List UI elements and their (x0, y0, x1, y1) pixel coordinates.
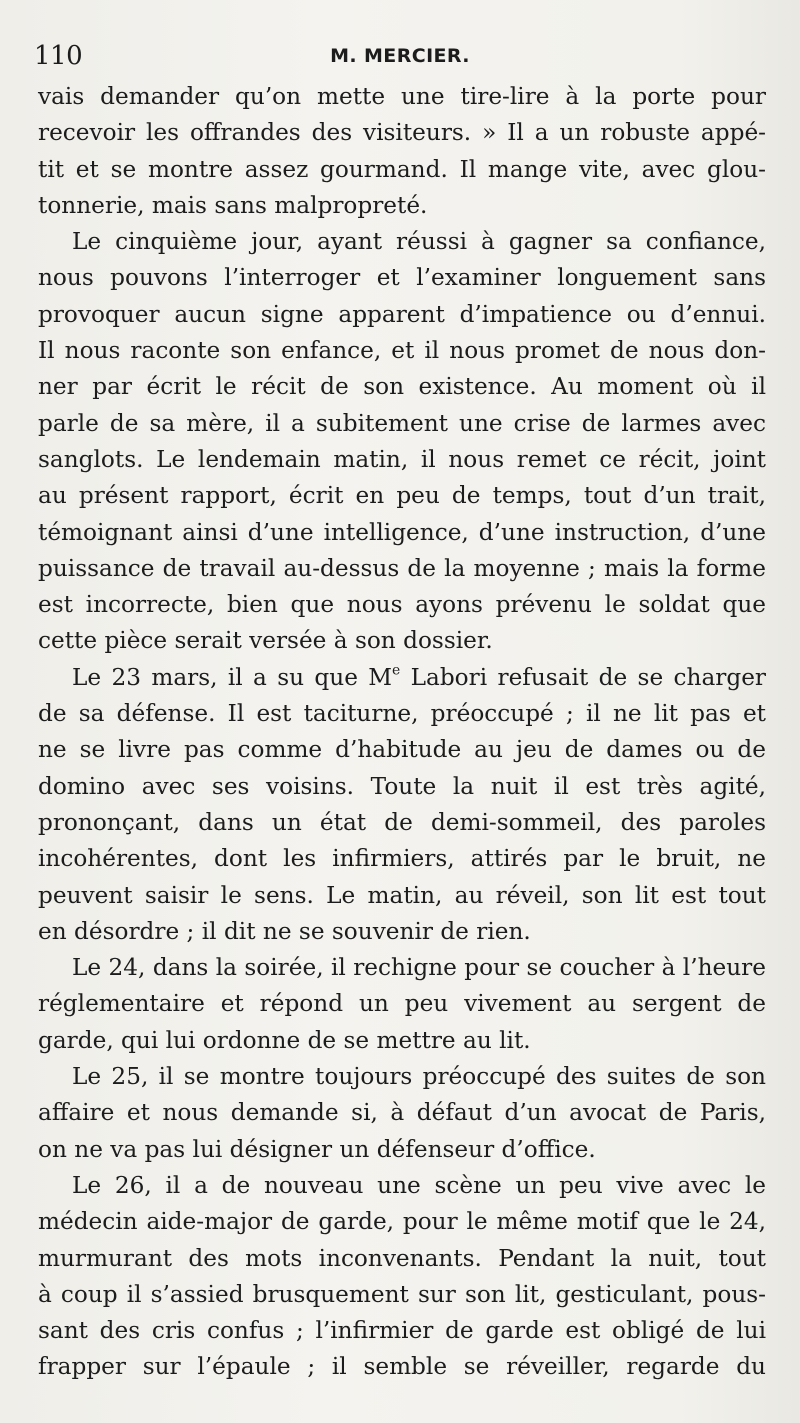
text-line: tonnerie, mais sans malpropreté. (38, 191, 428, 219)
text-line: murmurant des mots inconvenants. Pendant la nuit, tout (38, 1244, 766, 1272)
text-line: nous pouvons l’interroger et l’examiner longuement sans (38, 264, 766, 292)
text-line: puissance de travail au-dessus de la moyenne ; mais la forme (38, 554, 766, 582)
text-line: affaire et nous demande si, à défaut d’un avocat de Paris, (38, 1099, 766, 1127)
text-line: Il nous raconte son enfance, et il nous promet de nous don- (38, 337, 766, 365)
text-line: peuvent saisir le sens. Le matin, au réveil, son lit est tout (38, 881, 766, 909)
text-line: incohérentes, dont les infirmiers, attirés par le bruit, ne (38, 845, 766, 873)
text-line: à coup il s’assied brusquement sur son lit, gesticulant, pous- (38, 1280, 766, 1308)
text-line: parle de sa mère, il a subitement une crise de larmes avec (38, 409, 766, 437)
text-line: garde, qui lui ordonne de se mettre au lit. (38, 1026, 531, 1054)
text-line: ne se livre pas comme d’habitude au jeu de dames ou de (38, 736, 766, 764)
text-line: vais demander qu’on mette une tire-lire à la porte pour (38, 83, 766, 110)
line-segment: Le 23 mars, il a su que M (72, 663, 393, 691)
superscript-e: e (392, 662, 401, 679)
text-line: est incorrecte, bien que nous ayons prévenu le soldat que (38, 591, 766, 619)
text-line: réglementaire et répond un peu vivement au sergent de (38, 990, 766, 1018)
line-segment: Labori refusait de se charger (400, 663, 766, 691)
text-line: témoignant ainsi d’une intelligence, d’une instruction, d’une (38, 518, 766, 546)
text-line: Le 26, il a de nouveau une scène un peu vive avec le (72, 1171, 766, 1199)
running-head: M. MERCIER. (330, 45, 470, 67)
text-line: au présent rapport, écrit en peu de temps, tout d’un trait, (38, 482, 766, 510)
text-line: recevoir les offrandes des visiteurs. » Il a un robuste appé- (38, 119, 766, 147)
text-line: sanglots. Le lendemain matin, il nous remet ce récit, joint (38, 445, 766, 473)
text-line: de sa défense. Il est taciturne, préoccupé ; il ne lit pas et (38, 700, 766, 728)
text-line: domino avec ses voisins. Toute la nuit il est très agité, (38, 772, 766, 800)
text-line: on ne va pas lui désigner un défenseur d’office. (38, 1135, 596, 1163)
text-line: frapper sur l’épaule ; il semble se réveiller, regarde du (38, 1353, 766, 1381)
text-line: cette pièce serait versée à son dossier. (38, 627, 493, 655)
page-number: 110 (34, 41, 83, 71)
text-line: médecin aide-major de garde, pour le même motif que le 24, (38, 1208, 766, 1236)
page-header (34, 34, 766, 78)
text-line: provoquer aucun signe apparent d’impatience ou d’ennui. (38, 300, 766, 328)
text-line-with-superscript (38, 660, 766, 696)
text-line: sant des cris confus ; l’infirmier de garde est obligé de lui (38, 1317, 766, 1345)
text-line: en désordre ; il dit ne se souvenir de rien. (38, 917, 531, 945)
text-line: Le cinquième jour, ayant réussi à gagner sa confiance, (72, 228, 766, 256)
text-line: tit et se montre assez gourmand. Il mange vite, avec glou- (38, 155, 766, 183)
text-line: ner par écrit le récit de son existence. Au moment où il (38, 373, 766, 401)
body-text (38, 79, 766, 1386)
text-line: Le 25, il se montre toujours préoccupé des suites de son (72, 1063, 766, 1091)
text-line: prononçant, dans un état de demi-sommeil, des paroles (38, 808, 766, 836)
text-line: Le 24, dans la soirée, il rechigne pour se coucher à l’heure (72, 954, 766, 982)
